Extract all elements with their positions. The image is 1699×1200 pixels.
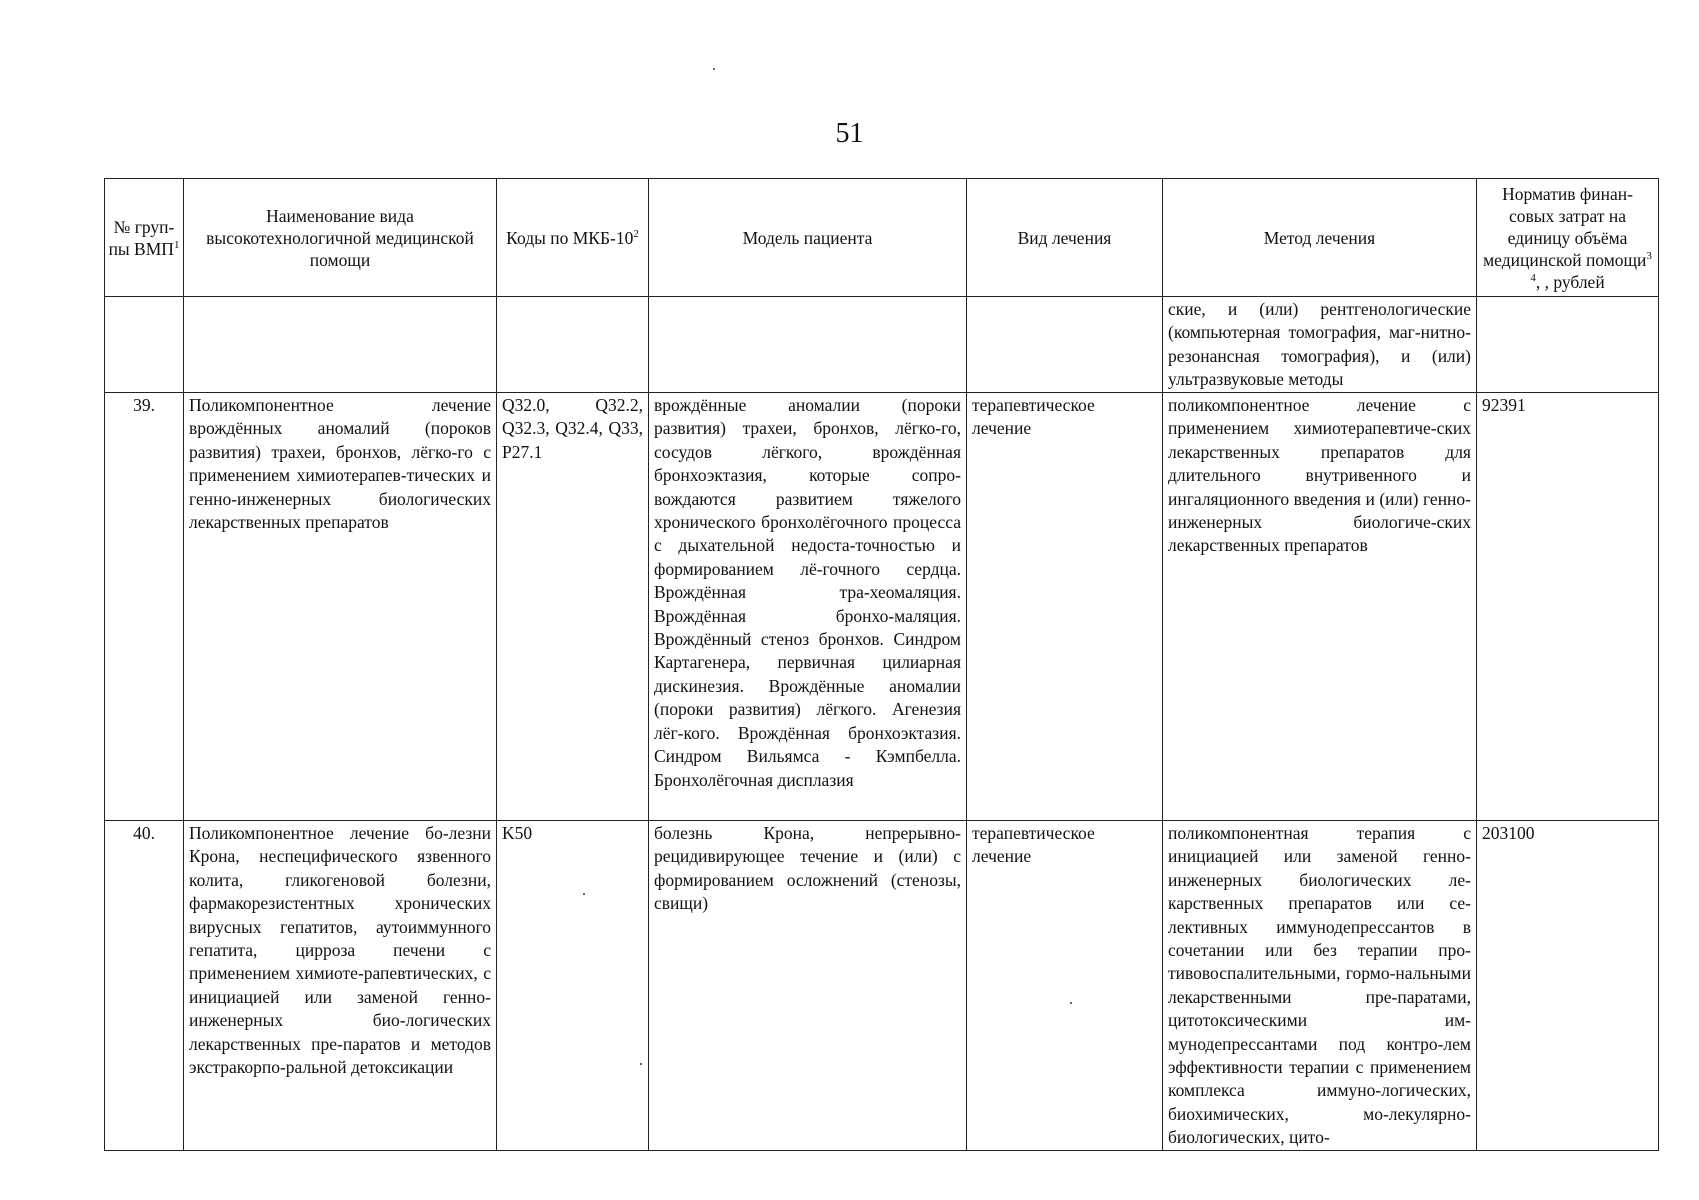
- table-row-continuation: [105, 297, 1659, 393]
- header-method: Метод лечения: [1163, 179, 1477, 297]
- table-row: [105, 821, 1659, 1151]
- cell-icd: K50: [497, 821, 649, 1151]
- cell-method: поликомпонентное лечение с применением химиотерапевтиче-ских лекарственных препаратов для длительного внутривенного и ингаляционного введения и (или) генно-инженерных биологиче-ских лекарственных препаратов: [1163, 393, 1477, 821]
- cell-method: ские, и (или) рентгенологические (компьютерная томография, маг-нитно-резонансная томография), и (или) ультразвуковые методы: [1163, 297, 1477, 393]
- cell-empty: [184, 297, 497, 393]
- cell-name: Поликомпонентное лечение врождённых аномалий (пороков развития) трахеи, бронхов, лёгко-го с применением химиотерапев-тических и генно-инженерных биологических лекарственных препаратов: [184, 393, 497, 821]
- header-model: Модель пациента: [649, 179, 967, 297]
- cell-type: терапевтическое лечение: [967, 821, 1163, 1151]
- table-row: [105, 393, 1659, 821]
- cell-empty: [649, 297, 967, 393]
- header-type: Вид лечения: [967, 179, 1163, 297]
- cell-icd: Q32.0, Q32.2, Q32.3, Q32.4, Q33, P27.1: [497, 393, 649, 821]
- header-group-no: № груп-пы ВМП$^1$: [105, 179, 184, 297]
- cell-empty: [1477, 297, 1659, 393]
- cell-empty: [105, 297, 184, 393]
- header-icd: Коды по МКБ-$10^2$: [497, 179, 649, 297]
- header-cost: Норматив финан-совых затрат на единицу объёма медицинской помощи$^{3 4}$, , рублей: [1477, 179, 1659, 297]
- cell-cost: 203100: [1477, 821, 1659, 1151]
- cell-type: терапевтическое лечение: [967, 393, 1163, 821]
- table-header-row: [105, 179, 1659, 297]
- vmp-table: [104, 178, 1659, 1151]
- cell-cost: 92391: [1477, 393, 1659, 821]
- cell-empty: [497, 297, 649, 393]
- cell-group-no: 40.: [105, 821, 184, 1151]
- page-number: 51: [835, 118, 864, 149]
- scan-speck: [713, 68, 715, 70]
- cell-empty: [967, 297, 1163, 393]
- cell-model: врождённые аномалии (пороки развития) трахеи, бронхов, лёгко-го, сосудов лёгкого, врождённая бронхоэктазия, которые сопро-вождаются развитием тяжелого хронического бронхолёгочного процесса с дыхательной недоста-точностью и формированием лё-гочного сердца. Врождённая тра-хеомаляция. Врождённая бронхо-маляция. Врождённый стеноз бронхов. Синдром Картагенера, первичная цилиарная дискинезия. Врождённые аномалии (пороки развития) лёгкого. Агенезия лёг-кого. Врождённая бронхоэктазия. Синдром Вильямса - Кэмпбелла. Бронхолёгочная дисплазия: [649, 393, 967, 821]
- header-name: Наименование вида высокотехнологичной медицинской помощи: [184, 179, 497, 297]
- cell-group-no: 39.: [105, 393, 184, 821]
- cell-model: болезнь Крона, непрерывно-рецидивирующее течение и (или) с формированием осложнений (стенозы, свищи): [649, 821, 967, 1151]
- cell-method: поликомпонентная терапия с инициацией или заменой генно-инженерных биологических ле-карственных препаратов или се-лективных иммунодепрессантов в сочетании или без терапии про-тивовоспалительными, гормо-нальными лекарственными пре-паратами, цитотоксическими им-мунодепрессантами под контро-лем эффективности терапии с применением комплекса иммуно-логических, биохимических, мо-лекулярно-биологических, цито-: [1163, 821, 1477, 1151]
- cell-name: Поликомпонентное лечение бо-лезни Крона, неспецифического язвенного колита, гликогеновой болезни, фармакорезистентных хронических вирусных гепатитов, аутоиммунного гепатита, цирроза печени с применением химиоте-рапевтических, с инициацией или заменой генно-инженерных био-логических лекарственных пре-паратов и методов экстракорпо-ральной детоксикации: [184, 821, 497, 1151]
